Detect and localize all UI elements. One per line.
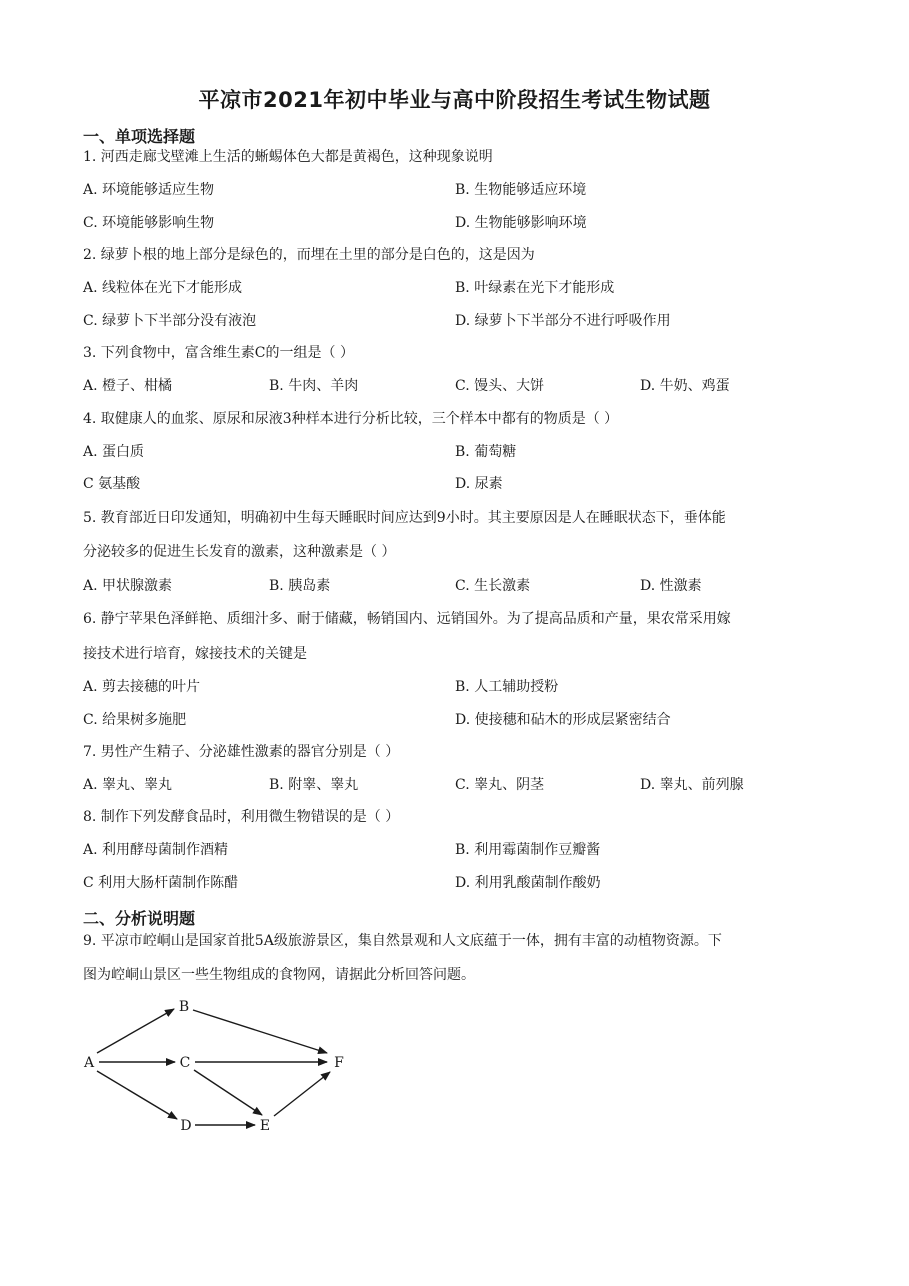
node-e: E	[259, 1118, 271, 1134]
question-6-option-c: C. 给果树多施肥	[83, 712, 187, 728]
edge-c-e	[194, 1070, 262, 1115]
question-8-stem: 8. 制作下列发酵食品时，利用微生物错误的是（ ）	[83, 809, 400, 825]
question-8-option-a: A. 利用酵母菌制作酒精	[83, 842, 229, 858]
question-3-option-d: D. 牛奶、鸡蛋	[640, 378, 730, 394]
question-9-stem-line-1: 9. 平凉市崆峒山是国家首批5A级旅游景区，集自然景观和人文底蕴于一体，拥有丰富的动植物资源。下	[83, 933, 722, 949]
node-a: A	[83, 1055, 95, 1071]
edge-e-f	[274, 1072, 330, 1116]
question-7-option-d: D. 睾丸、前列腺	[640, 777, 744, 793]
edge-b-f	[193, 1010, 327, 1053]
node-d: D	[180, 1118, 192, 1134]
question-5-option-d: D. 性激素	[640, 578, 702, 594]
edge-a-d	[97, 1071, 177, 1119]
question-2-option-b: B. 叶绿素在光下才能形成	[455, 280, 615, 296]
question-8-option-b: B. 利用霉菌制作豆瓣酱	[455, 842, 601, 858]
question-6-stem-line-1: 6. 静宁苹果色泽鲜艳、质细汁多、耐于储藏，畅销国内、远销国外。为了提高品质和产量，果农常采用嫁	[83, 611, 731, 627]
question-5-stem-line-1: 5. 教育部近日印发通知，明确初中生每天睡眠时间应达到9小时。其主要原因是人在睡眠状态下，垂体能	[83, 510, 726, 526]
question-2-stem: 2. 绿萝卜根的地上部分是绿色的，而埋在土里的部分是白色的，这是因为	[83, 247, 535, 263]
node-b: B	[178, 999, 190, 1015]
question-1-option-b: B. 生物能够适应环境	[455, 182, 587, 198]
edge-a-b	[97, 1009, 174, 1053]
node-f: F	[334, 1055, 344, 1071]
section-heading-analysis: 二、分析说明题	[83, 909, 196, 928]
question-3-option-a: A. 橙子、柑橘	[83, 378, 173, 394]
question-6-option-b: B. 人工辅助授粉	[455, 679, 559, 695]
question-4-stem: 4. 取健康人的血浆、原尿和尿液3种样本进行分析比较，三个样本中都有的物质是（ ）	[83, 411, 619, 427]
question-7-option-c: C. 睾丸、阴茎	[455, 777, 545, 793]
question-3-stem: 3. 下列食物中，富含维生素C的一组是（ ）	[83, 345, 354, 361]
question-7-option-b: B. 附睾、睾丸	[269, 777, 359, 793]
question-6-option-d: D. 使接穗和砧木的形成层紧密结合	[455, 712, 671, 728]
question-5-option-a: A. 甲状腺激素	[83, 578, 173, 594]
question-2-option-a: A. 线粒体在光下才能形成	[83, 280, 243, 296]
question-8-option-c: C 利用大肠杆菌制作陈醋	[83, 875, 239, 891]
question-7-option-a: A. 睾丸、睾丸	[83, 777, 173, 793]
question-2-option-d: D. 绿萝卜下半部分不进行呼吸作用	[455, 313, 671, 329]
question-4-option-b: B. 葡萄糖	[455, 444, 517, 460]
question-4-option-c: C 氨基酸	[83, 476, 141, 492]
question-3-option-b: B. 牛肉、羊肉	[269, 378, 359, 394]
question-2-option-c: C. 绿萝卜下半部分没有液泡	[83, 313, 257, 329]
page-title: 平凉市2021年初中毕业与高中阶段招生考试生物试题	[198, 88, 711, 112]
question-1-option-a: A. 环境能够适应生物	[83, 182, 215, 198]
question-5-option-c: C. 生长激素	[455, 578, 531, 594]
question-4-option-d: D. 尿素	[455, 476, 503, 492]
question-7-stem: 7. 男性产生精子、分泌雄性激素的器官分别是（ ）	[83, 744, 400, 760]
question-1-option-c: C. 环境能够影响生物	[83, 215, 215, 231]
question-5-option-b: B. 胰岛素	[269, 578, 331, 594]
question-5-stem-line-2: 分泌较多的促进生长发育的激素，这种激素是（ ）	[83, 544, 396, 560]
question-6-option-a: A. 剪去接穗的叶片	[83, 679, 201, 695]
question-1-stem: 1. 河西走廊戈壁滩上生活的蜥蜴体色大都是黄褐色，这种现象说明	[83, 149, 493, 165]
question-8-option-d: D. 利用乳酸菌制作酸奶	[455, 875, 601, 891]
section-heading-single-choice: 一、单项选择题	[83, 127, 196, 146]
question-6-stem-line-2: 接技术进行培育，嫁接技术的关键是	[83, 646, 307, 662]
question-1-option-d: D. 生物能够影响环境	[455, 215, 587, 231]
question-4-option-a: A. 蛋白质	[83, 444, 145, 460]
question-3-option-c: C. 馒头、大饼	[455, 378, 545, 394]
node-c: C	[179, 1055, 191, 1071]
question-9-stem-line-2: 图为崆峒山景区一些生物组成的食物网，请据此分析回答问题。	[83, 967, 475, 983]
